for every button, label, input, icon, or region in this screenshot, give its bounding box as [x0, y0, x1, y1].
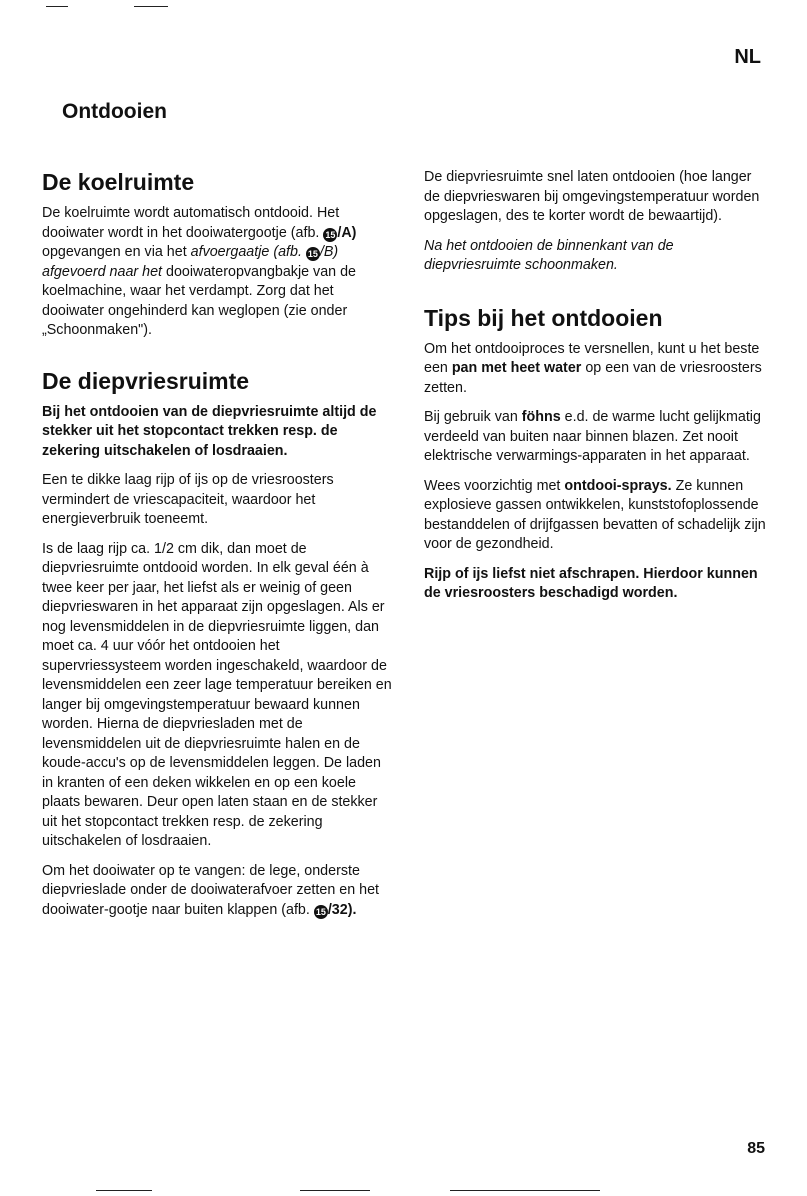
paragraph-koelruimte: [42, 204, 392, 341]
text: pan met heet water: [451, 360, 582, 376]
paragraph: [424, 340, 769, 399]
section-heading-tips: Tips bij het ontdooien: [424, 304, 663, 331]
text: op een van de vriesroosters zetten.: [424, 360, 762, 396]
paragraph: De diepvriesruimte snel laten ontdooien (hoe langer de diepvrieswaren bij omgevingstemperatuur worden opgeslagen, des te korter wordt de bewaartijd).: [424, 169, 760, 224]
paragraph: [424, 477, 769, 555]
text: /32).: [327, 901, 357, 918]
right-column: [424, 168, 769, 614]
text: Om het ontdooiproces te versnellen, kunt u het beste een: [424, 340, 760, 376]
text: föhns: [521, 409, 561, 425]
text: dooiwateropvangbakje van de koelmachine, waar het verdampt. Zorg dat het dooiwater ongehinderd kan weglopen (zie onder „Schoonmaken").: [42, 263, 356, 338]
text: ontdooi-sprays.: [564, 477, 672, 494]
text: opgevangen en via het: [42, 244, 191, 260]
scan-mark-bottom: [300, 1190, 370, 1191]
text: Wees voorzichtig met: [424, 477, 565, 494]
language-label: NL: [734, 46, 761, 68]
page-number: 85: [747, 1140, 765, 1157]
figure-ref-icon: 15: [315, 906, 326, 917]
left-column: [42, 168, 392, 930]
warning-text: Rijp of ijs liefst niet afschrapen. Hierdoor kunnen de vriesroosters beschadigd worden.: [424, 565, 758, 601]
scan-mark-top: [134, 6, 168, 7]
warning-text: Bij het ontdooien van de diepvriesruimte altijd de stekker uit het stopcontact trekken resp. de zekering uitschakelen of losdraaien.: [42, 403, 377, 459]
text: e.d. de warme lucht gelijkmatig verdeeld van buiten naar binnen blazen. Zet nooit elektrische verwarmings-apparaten in het apparaat.: [424, 409, 761, 464]
figure-ref-icon: 15: [325, 229, 336, 240]
paragraph: Is de laag rijp ca. 1/2 cm dik, dan moet de diepvriesruimte ontdooid worden. In elk geval één à twee keer per jaar, het liefst als er weinig of geen diepvrieswaren in het apparaat zijn opgeslagen. Als er nog levensmiddelen in de diepvriesruimte liggen, dan moet ca. 4 uur vóór het ontdooien het supervriessysteem worden ingeschakeld, waardoor de levensmiddelen een zeer lage temperatuur bereiken en langer bij omgevingstemperatuur bewaard kunnen worden. Hierna de diepvriesladen met de levensmiddelen uit de diepvriesruimte halen en de koude-accu's op de levensmiddelen leggen. De laden in kranten of een deken wikkelen en op een koele plaats bewaren. Deur open laten staan en de stekker uit het stopcontact trekken resp. de zekering uitschakelen of losdraaien.: [42, 540, 392, 849]
scan-mark-top: [46, 6, 68, 7]
text: De koelruimte wordt automatisch ontdooid. Het dooiwater wordt in het dooiwatergootje (afb.: [42, 205, 340, 241]
text: /B) afgevoerd naar het: [42, 244, 339, 280]
text: Om het dooiwater op te vangen: de lege, onderste diepvrieslade onder de dooiwaterafvoer zetten en het dooiwater-gootje naar buiten klappen (afb.: [42, 862, 379, 918]
text: /A): [337, 224, 357, 241]
scan-mark-bottom: [450, 1190, 600, 1191]
paragraph: [424, 408, 769, 467]
text: afvoergaatje (afb.: [190, 244, 306, 260]
section-heading-diepvriesruimte: De diepvriesruimte: [42, 367, 250, 394]
paragraph: Een te dikke laag rijp of ijs op de vriesroosters vermindert de vriescapaciteit, waardoor het energieverbruik toeneemt.: [42, 472, 334, 527]
figure-ref-icon: 15: [307, 249, 318, 259]
paragraph: [42, 862, 392, 921]
chapter-title: Ontdooien: [62, 100, 167, 123]
scan-mark-bottom: [96, 1190, 152, 1191]
paragraph: Na het ontdooien de binnenkant van de diepvriesruimte schoonmaken.: [424, 237, 674, 273]
section-heading-koelruimte: De koelruimte: [42, 169, 195, 195]
text: Ze kunnen explosieve gassen ontwikkelen, kunststofoplossende bestanddelen of drijfgassen bevatten of schadelijk zijn voor de gezondheid.: [424, 477, 766, 552]
text: Bij gebruik van: [424, 409, 522, 425]
